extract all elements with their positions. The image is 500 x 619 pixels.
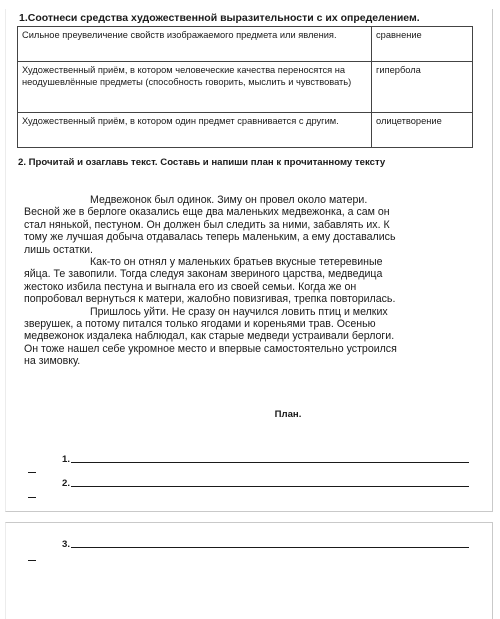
answer-line[interactable] <box>71 486 469 487</box>
worksheet-page-2 <box>5 522 493 619</box>
plan-item-3 <box>62 539 469 550</box>
definition-cell: Художественный приём, в котором один предмет сравнивается с другим. <box>18 113 372 148</box>
plan-item-number: 2. <box>62 478 71 489</box>
term-cell: олицетворение <box>372 113 473 148</box>
story-paragraph: Как-то он отнял у маленьких братьев вкусные тетеревиные яйца. Те завопили. Тогда следуя законам звериного царства, медведица жестоко избила пестуна и выгнала его из своей семьи. Когда же он попробовал вернуться к матери, жалобно повизгивая, трепка повторилась. <box>24 256 396 306</box>
table-row <box>18 113 473 148</box>
term-cell: сравнение <box>372 27 473 62</box>
definition-cell: Художественный приём, в котором человеческие качества переносятся на неодушевлённые предметы (способность говорить, мыслить и чувствовать) <box>18 62 372 113</box>
plan-item-number: 1. <box>62 454 71 465</box>
dash-mark <box>28 472 36 473</box>
story-paragraph: Медвежонок был одинок. Зиму он провел около матери. Весной же в берлоге оказались еще два маленьких медвежонка, а сам он стал нянькой, пестуном. Он должен был следить за ними, забавлять их. К тому же лучшая добыча отдавалась теперь маленьким, а ему доставались лишь остатки. <box>24 194 396 256</box>
plan-item-2 <box>62 478 469 489</box>
table-row <box>18 62 473 113</box>
table-row <box>18 27 473 62</box>
term-cell: гипербола <box>372 62 473 113</box>
answer-line[interactable] <box>71 547 469 548</box>
story-paragraph: Пришлось уйти. Не сразу он научился ловить птиц и мелких зверушек, а потому питался только ягодами и кореньями трав. Осенью медвежонок издалека наблюдал, как старые медведи устраивали берлоги. Он тоже нашел себе укромное место и впервые самостоятельно устроился на зимовку. <box>24 305 397 368</box>
answer-line[interactable] <box>71 462 469 463</box>
plan-item-number: 3. <box>62 539 71 550</box>
dash-mark <box>28 497 36 498</box>
definition-cell: Сильное преувеличение свойств изображаемого предмета или явления. <box>18 27 372 62</box>
dash-mark <box>28 560 36 561</box>
task2-title: 2. Прочитай и озаглавь текст. Составь и напиши план к прочитанному тексту <box>18 157 386 168</box>
story-text <box>24 194 404 368</box>
plan-item-1 <box>62 454 469 465</box>
task1-title: 1.Соотнеси средства художественной выразительности с их определением. <box>19 12 420 24</box>
plan-title: План. <box>274 409 302 420</box>
matching-table <box>17 26 473 148</box>
